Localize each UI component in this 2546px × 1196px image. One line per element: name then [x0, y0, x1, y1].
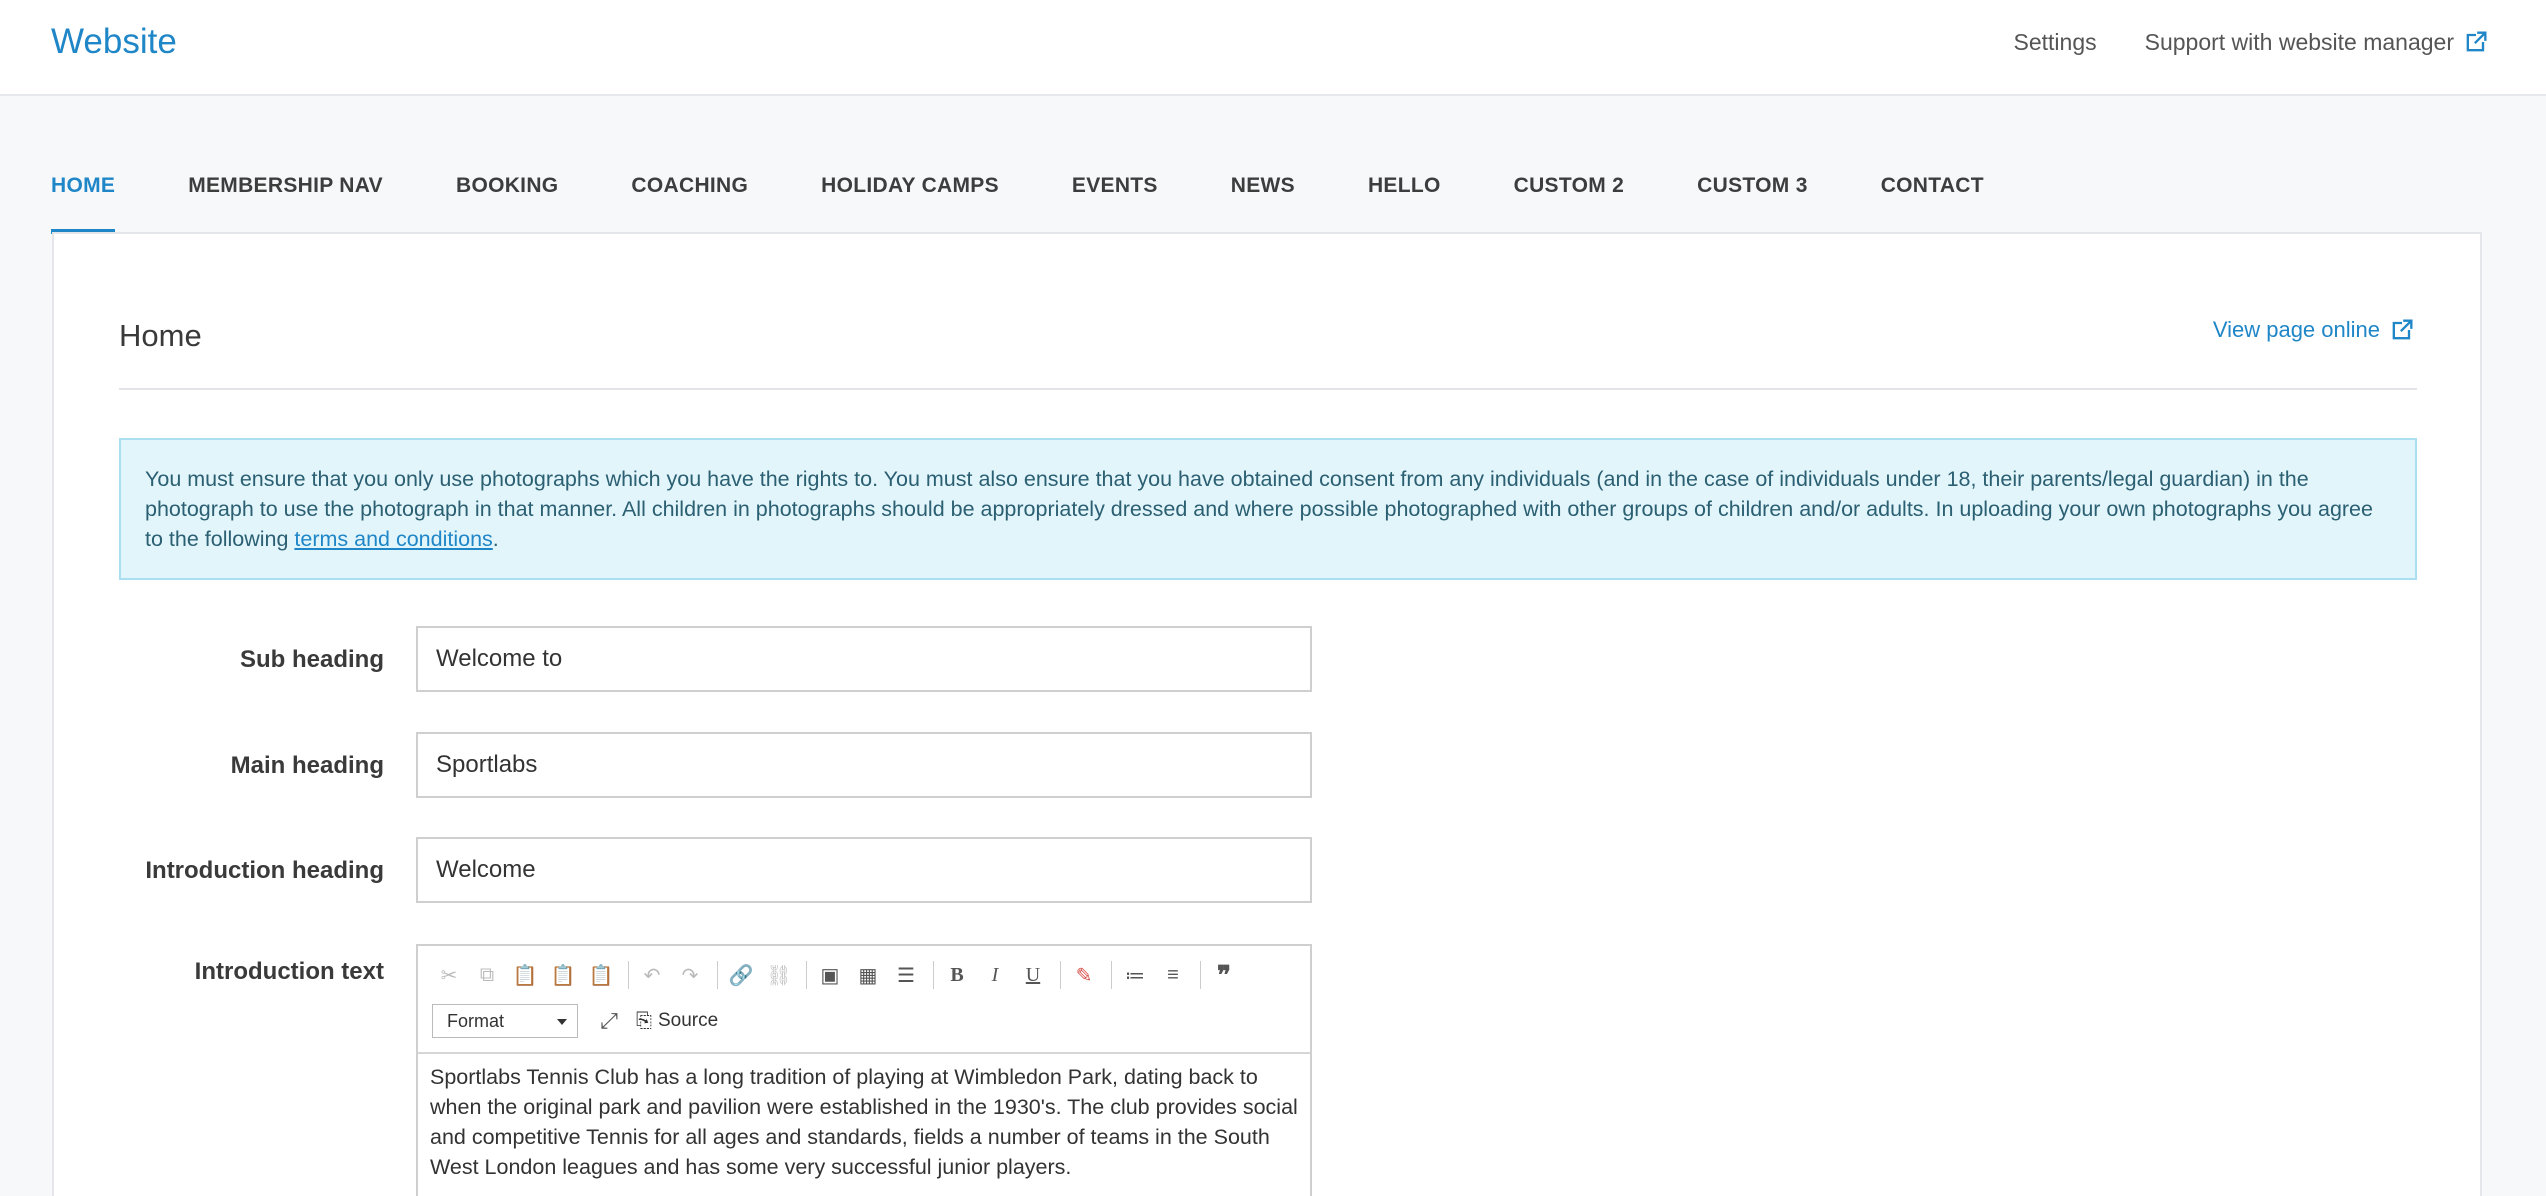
remove-format-icon[interactable]: ✎ — [1075, 964, 1093, 987]
title-divider — [119, 388, 2417, 390]
bulleted-list-icon[interactable]: ≡ — [1167, 963, 1179, 986]
underline-button[interactable]: U — [1025, 963, 1041, 986]
bold-button[interactable]: B — [950, 963, 964, 986]
source-icon: ⎘ — [636, 1009, 652, 1032]
toolbar-separator — [933, 961, 934, 989]
toolbar-row-1 — [432, 958, 1245, 992]
top-bar — [0, 0, 2546, 96]
tab-hello[interactable]: HELLO — [1367, 174, 1441, 197]
chevron-down-icon — [557, 1019, 567, 1025]
toolbar-separator — [1111, 961, 1112, 989]
source-button[interactable] — [636, 1010, 718, 1033]
main-tabs — [51, 164, 2057, 234]
source-button-label: Source — [658, 1010, 719, 1031]
paste-text-icon[interactable]: 📋 — [550, 964, 576, 987]
tab-events[interactable]: EVENTS — [1071, 174, 1158, 197]
terms-and-conditions-link[interactable]: terms and conditions — [294, 527, 493, 551]
page-title: Home — [119, 318, 202, 353]
toolbar-separator — [1060, 961, 1061, 989]
toolbar-separator — [628, 961, 629, 989]
paste-icon[interactable]: 📋 — [512, 964, 538, 987]
tab-booking[interactable]: BOOKING — [455, 174, 559, 197]
blockquote-icon[interactable]: ❞ — [1217, 959, 1231, 990]
link-icon[interactable]: 🔗 — [728, 964, 754, 987]
tab-membership-nav[interactable]: MEMBERSHIP NAV — [188, 174, 383, 197]
intro-text-label: Introduction text — [194, 958, 384, 985]
external-link-icon — [2388, 316, 2416, 344]
toolbar-separator — [717, 961, 718, 989]
photo-rights-notice — [119, 438, 2417, 580]
main-heading-label: Main heading — [230, 752, 384, 779]
unlink-icon[interactable]: ⛓ — [766, 964, 792, 987]
editor-toolbar — [418, 946, 1310, 1054]
notice-end: . — [492, 527, 499, 551]
italic-button[interactable]: I — [991, 963, 999, 986]
sub-heading-label: Sub heading — [240, 646, 384, 673]
paste-word-icon[interactable]: 📋 — [588, 964, 614, 987]
format-dropdown-label: Format — [447, 1011, 505, 1031]
intro-heading-input[interactable] — [416, 837, 1312, 903]
editor-content[interactable]: Sportlabs Tennis Club has a long tradition of playing at Wimbledon Park, dating back to when the original park and pavilion were established in the 1930's. The club provides social and competitive Tennis for all ages and standards, fields a number of teams in the South West London leagues and has some very successful junior players. — [430, 1065, 1298, 1179]
undo-icon[interactable]: ↶ — [643, 964, 661, 987]
image-icon[interactable]: ▣ — [820, 964, 840, 987]
tab-custom-3[interactable]: CUSTOM 3 — [1697, 174, 1808, 197]
tab-custom-2[interactable]: CUSTOM 2 — [1513, 174, 1625, 197]
tab-coaching[interactable]: COACHING — [631, 174, 749, 197]
tab-news[interactable]: NEWS — [1230, 174, 1295, 197]
top-links — [2014, 28, 2491, 56]
copy-icon[interactable]: ⧉ — [479, 963, 495, 986]
intro-heading-label: Introduction heading — [145, 857, 384, 884]
brand-title[interactable]: Website — [51, 22, 177, 61]
support-link[interactable] — [2145, 28, 2490, 56]
table-icon[interactable]: ▦ — [858, 964, 878, 987]
main-heading-input[interactable] — [416, 732, 1312, 798]
tab-home[interactable]: HOME — [51, 164, 115, 234]
cut-icon[interactable]: ✂ — [440, 964, 458, 987]
maximize-icon[interactable]: ⤢ — [600, 1008, 618, 1033]
tab-contact[interactable]: CONTACT — [1880, 174, 1984, 197]
toolbar-separator — [1200, 961, 1201, 989]
numbered-list-icon[interactable]: ≔ — [1125, 964, 1145, 987]
redo-icon[interactable]: ↷ — [681, 964, 699, 987]
external-link-icon — [2462, 28, 2490, 56]
content-panel — [52, 232, 2482, 1196]
sub-heading-input[interactable] — [416, 626, 1312, 692]
toolbar-row-2 — [432, 1004, 718, 1038]
view-page-online-link[interactable] — [2213, 316, 2416, 344]
settings-link[interactable]: Settings — [2013, 28, 2097, 55]
tab-holiday-camps[interactable]: HOLIDAY CAMPS — [821, 174, 999, 197]
notice-text: You must ensure that you only use photographs which you have the rights to. You must also ensure that you have obtained consent from any individuals (and in the case of individuals under 18, their parents/legal guardian) in the photograph to use the photograph in that manner. All children in photographs should be appropriately dressed and where possible photographed with other groups of children and/or adults. In uploading your own photographs you agree to the following — [145, 467, 2373, 551]
toolbar-separator — [806, 961, 807, 989]
format-dropdown[interactable] — [432, 1004, 578, 1038]
support-link-label: Support with website manager — [2144, 28, 2454, 55]
intro-text-editor — [416, 944, 1312, 1196]
horizontal-rule-icon[interactable]: ☰ — [897, 964, 915, 987]
view-page-online-label: View page online — [2212, 317, 2380, 342]
